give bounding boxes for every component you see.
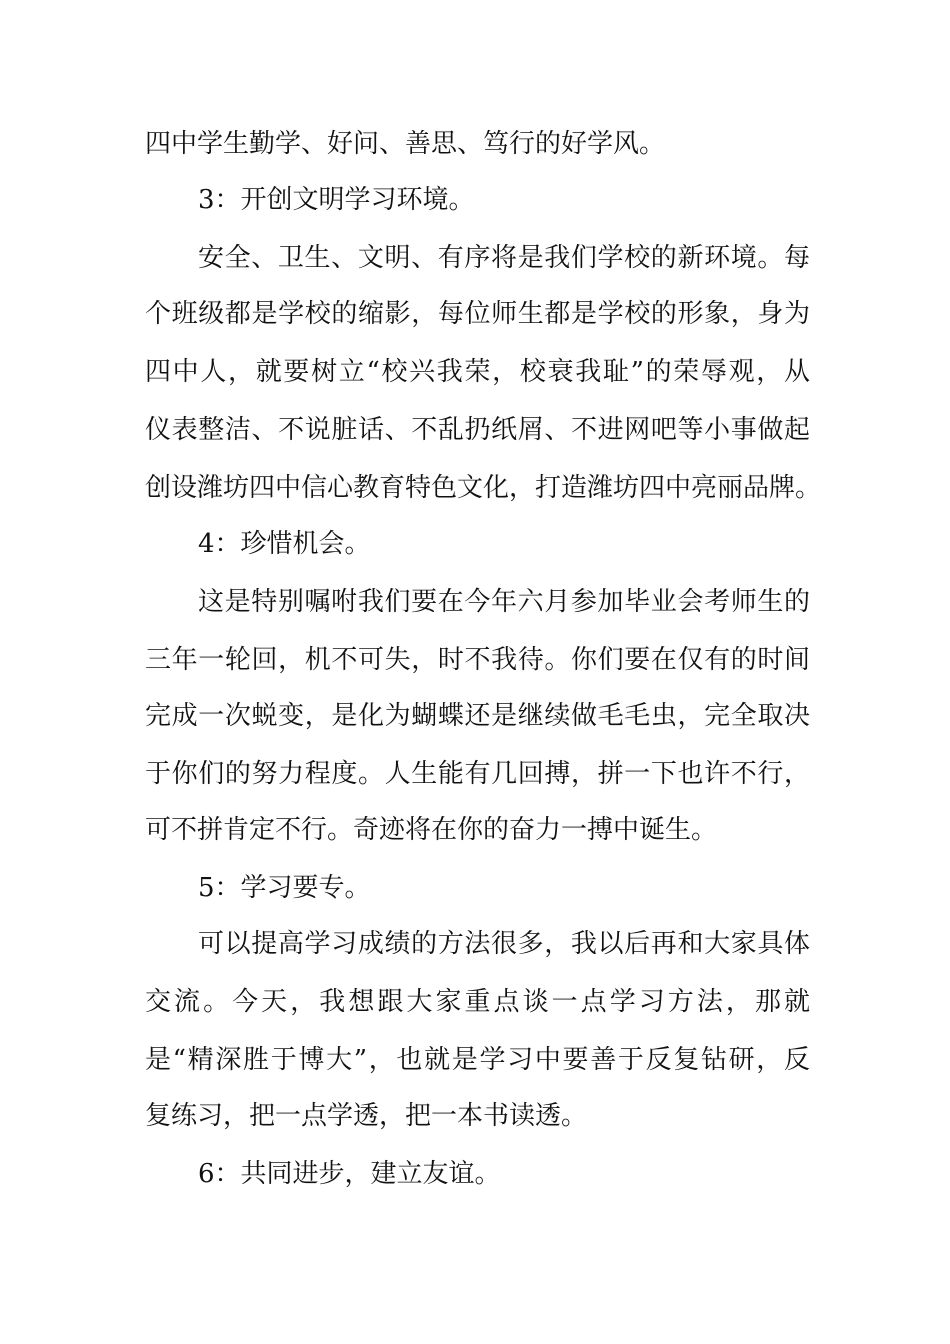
section-heading: 3：开创文明学习环境。: [198, 185, 475, 215]
section-heading: 5：学习要专。: [198, 873, 371, 903]
text-line: 于你们的努力程度。人生能有几回搏，拼一下也许不行，: [145, 759, 810, 789]
text-line: 交流。今天，我想跟大家重点谈一点学习方法，那就: [145, 987, 810, 1017]
text-line: 复练习，把一点学透，把一本书读透。: [145, 1101, 588, 1131]
text-line: 仪表整洁、不说脏话、不乱扔纸屑、不进网吧等小事做起: [145, 415, 810, 445]
text-line: 完成一次蜕变，是化为蝴蝶还是继续做毛毛虫，完全取决: [145, 701, 810, 731]
text-line: 可以提高学习成绩的方法很多，我以后再和大家具体: [198, 929, 810, 959]
text-line: 这是特别嘱咐我们要在今年六月参加毕业会考师生的: [198, 587, 810, 617]
text-line: 是“精深胜于博大”，也就是学习中要善于反复钻研，反: [145, 1045, 810, 1075]
text-line: 四中学生勤学、好问、善思、笃行的好学风。: [145, 129, 666, 159]
section-heading: 6：共同进步，建立友谊。: [198, 1159, 501, 1189]
text-line: 可不拼肯定不行。奇迹将在你的奋力一搏中诞生。: [145, 815, 718, 845]
text-line: 三年一轮回，机不可失，时不我待。你们要在仅有的时间: [145, 645, 810, 675]
text-line: 四中人，就要树立“校兴我荣，校衰我耻”的荣辱观，从: [145, 357, 810, 387]
text-line: 创设潍坊四中信心教育特色文化，打造潍坊四中亮丽品牌。: [145, 473, 822, 503]
section-heading: 4：珍惜机会。: [198, 529, 371, 559]
text-line: 安全、卫生、文明、有序将是我们学校的新环境。每: [198, 243, 810, 273]
text-line: 个班级都是学校的缩影，每位师生都是学校的形象，身为: [145, 299, 810, 329]
